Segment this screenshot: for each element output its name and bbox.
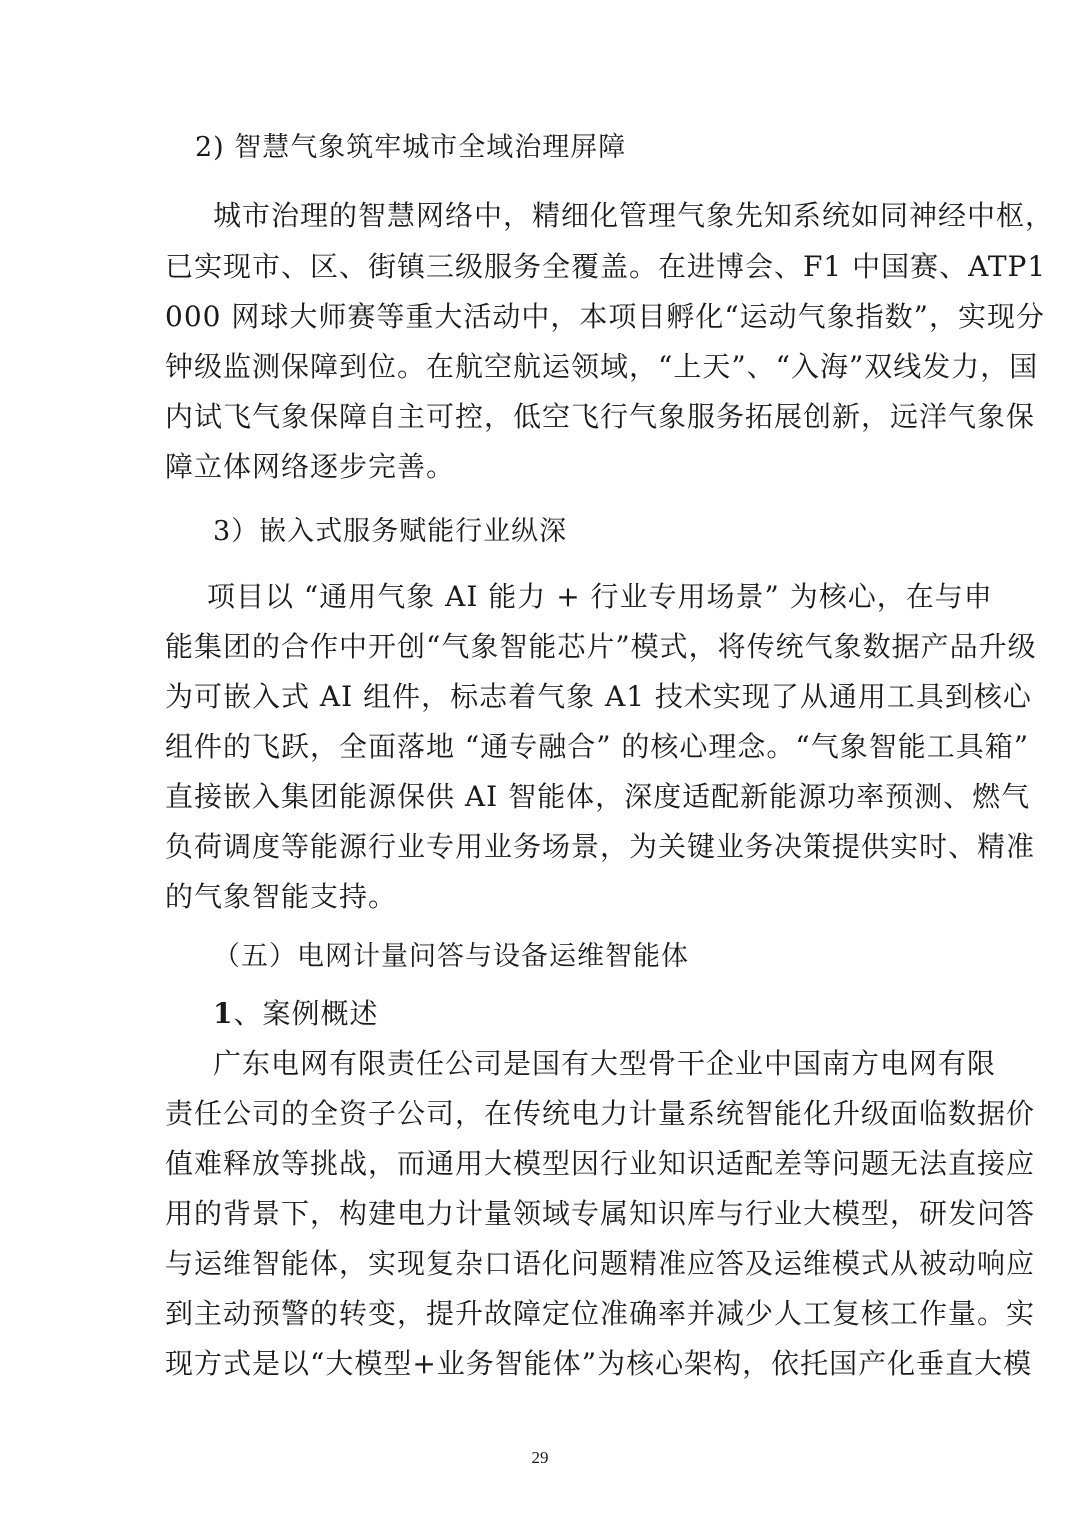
paragraph-line: 直接嵌入集团能源保供 AI 智能体，深度适配新能源功率预测、燃气 xyxy=(165,780,1031,813)
section-heading: （五）电网计量问答与设备运维智能体 xyxy=(213,941,689,972)
paragraph-line: 到主动预警的转变，提升故障定位准确率并减少人工复核工作量。实 xyxy=(165,1297,1036,1330)
paragraph-line: 000 网球大师赛等重大活动中，本项目孵化“运动气象指数”，实现分 xyxy=(165,300,1045,333)
paragraph-line: 组件的飞跃，全面落地 “通专融合” 的核心理念。“气象智能工具箱” xyxy=(165,730,1030,763)
paragraph-line: 为可嵌入式 AI 组件，标志着气象 A1 技术实现了从通用工具到核心 xyxy=(165,680,1032,713)
paragraph-line: 的气象智能支持。 xyxy=(165,880,398,913)
paragraph-line: 广东电网有限责任公司是国有大型骨干企业中国南方电网有限 xyxy=(213,1047,997,1080)
paragraph-line: 内试飞气象保障自主可控，低空飞行气象服务拓展创新，远洋气象保 xyxy=(165,400,1036,433)
paragraph-line: 已实现市、区、街镇三级服务全覆盖。在进博会、F1 中国赛、ATP1 xyxy=(165,250,1047,283)
subsection-heading xyxy=(213,994,968,1034)
section-heading: 3）嵌入式服务赋能行业纵深 xyxy=(213,516,568,547)
paragraph-line: 值难释放等挑战，而通用大模型因行业知识适配差等问题无法直接应 xyxy=(165,1147,1036,1180)
paragraph-line: 城市治理的智慧网络中，精细化管理气象先知系统如同神经中枢， xyxy=(213,199,1055,232)
paragraph-line: 障立体网络逐步完善。 xyxy=(165,450,456,483)
subsection-number: 1 xyxy=(213,997,234,1030)
paragraph-line: 责任公司的全资子公司，在传统电力计量系统智能化升级面临数据价 xyxy=(165,1097,1036,1130)
section-heading: 2) 智慧气象筑牢城市全域治理屏障 xyxy=(195,132,627,163)
paragraph-line: 能集团的合作中开创“气象智能芯片”模式，将传统气象数据产品升级 xyxy=(165,630,1037,663)
paragraph-line: 钟级监测保障到位。在航空航运领域，“上天”、“入海”双线发力，国 xyxy=(165,350,1039,383)
paragraph-line: 项目以 “通用气象 AI 能力 + 行业专用场景” 为核心，在与申 xyxy=(207,580,993,613)
page-number: 29 xyxy=(531,1448,549,1467)
paragraph-line: 负荷调度等能源行业专用业务场景，为关键业务决策提供实时、精准 xyxy=(165,830,1036,863)
paragraph-line: 与运维智能体，实现复杂口语化问题精准应答及运维模式从被动响应 xyxy=(165,1247,1036,1280)
paragraph-line: 用的背景下，构建电力计量领域专属知识库与行业大模型，研发问答 xyxy=(165,1197,1036,1230)
subsection-title: 、案例概述 xyxy=(233,997,379,1030)
paragraph-line: 现方式是以“大模型+业务智能体”为核心架构，依托国产化垂直大模 xyxy=(165,1347,1033,1380)
